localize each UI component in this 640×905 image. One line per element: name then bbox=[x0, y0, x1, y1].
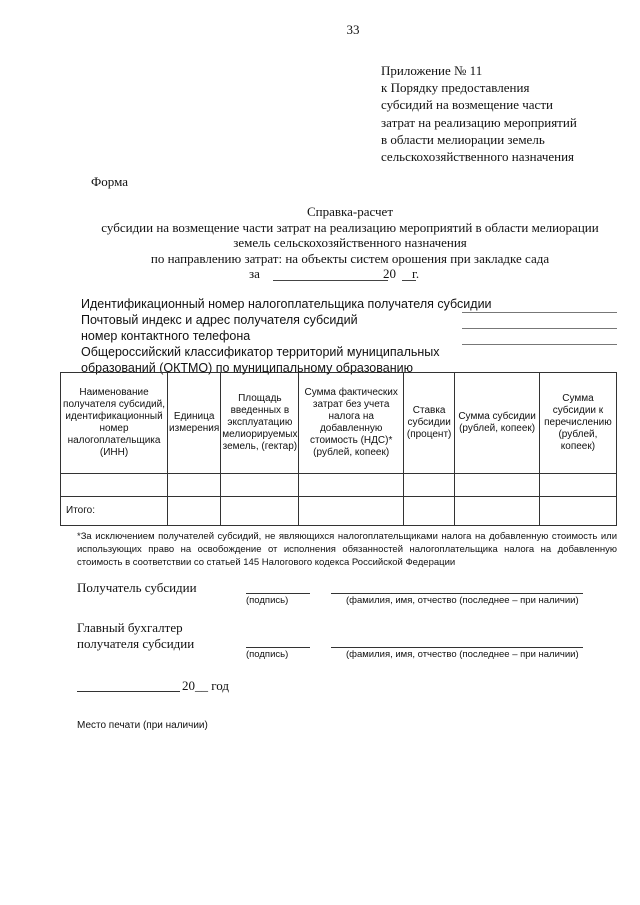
recipient-signature-field[interactable] bbox=[246, 593, 310, 594]
accountant-signature-field[interactable] bbox=[246, 647, 310, 648]
appendix-line: сельскохозяйственного назначения bbox=[381, 149, 575, 165]
table-cell[interactable] bbox=[221, 497, 299, 526]
footnote: *За исключением получателей субсидий, не являющихся налогоплательщиками налога на добавленную стоимость или использующих право на освобождение от исполнения обязанностей налогоплательщика налога на добавленную стоимость в соответствии со статьей 145 Налогового кодекса Российской Федерации bbox=[77, 531, 617, 568]
total-row bbox=[61, 497, 617, 526]
column-header: Единица измерения bbox=[168, 373, 221, 474]
inn-field[interactable] bbox=[462, 312, 617, 313]
accountant-label-line: Главный бухгалтер bbox=[77, 620, 183, 635]
period-blank[interactable] bbox=[273, 266, 388, 281]
appendix-line: Приложение № 11 bbox=[381, 63, 483, 78]
signature-hint: (подпись) bbox=[246, 649, 289, 660]
appendix-header bbox=[381, 62, 631, 165]
oktmo-label: образований (ОКТМО) по муниципальному образованию bbox=[81, 361, 413, 375]
stamp-label: Место печати (при наличии) bbox=[77, 720, 208, 731]
table-cell[interactable] bbox=[168, 474, 221, 497]
recipient-info bbox=[81, 296, 492, 376]
table-cell[interactable] bbox=[539, 497, 616, 526]
appendix-line: затрат на реализацию мероприятий bbox=[381, 114, 577, 130]
accountant-name-field[interactable] bbox=[331, 647, 583, 648]
date-field[interactable] bbox=[77, 691, 180, 692]
table-row bbox=[61, 474, 617, 497]
table-cell[interactable] bbox=[168, 497, 221, 526]
table-cell[interactable] bbox=[221, 474, 299, 497]
address-label: Почтовый индекс и адрес получателя субсидий bbox=[81, 313, 358, 327]
document-title bbox=[40, 204, 640, 282]
name-hint: (фамилия, имя, отчество (последнее – при наличии) bbox=[346, 649, 579, 660]
title-line: субсидии на возмещение части затрат на реализацию мероприятий в области мелиорации bbox=[101, 219, 599, 235]
signature-hint: (подпись) bbox=[246, 595, 289, 606]
table-cell[interactable] bbox=[61, 474, 168, 497]
table-cell[interactable] bbox=[403, 497, 454, 526]
title-line: по направлению затрат: на объекты систем орошения при закладке сада bbox=[150, 250, 550, 266]
page-number: 33 bbox=[346, 22, 360, 37]
table-cell[interactable] bbox=[455, 474, 540, 497]
table-header-row bbox=[61, 373, 617, 474]
phone-field[interactable] bbox=[462, 344, 617, 345]
table-cell[interactable] bbox=[299, 474, 403, 497]
recipient-label: Получатель субсидии bbox=[77, 580, 197, 595]
title-line: земель сельскохозяйственного назначения bbox=[233, 235, 467, 250]
date-year: 20__ год bbox=[182, 678, 229, 693]
column-header: Ставка субсидии (процент) bbox=[403, 373, 454, 474]
form-label: Форма bbox=[91, 174, 128, 189]
recipient-name-field[interactable] bbox=[331, 593, 583, 594]
period-year: 20 bbox=[383, 266, 396, 281]
column-header: Наименование получателя субсидий, идентификационный номер налогоплательщика (ИНН) bbox=[61, 373, 168, 474]
period-za: за bbox=[249, 266, 260, 281]
table-cell[interactable] bbox=[403, 474, 454, 497]
appendix-line: к Порядку предоставления bbox=[381, 80, 530, 96]
name-hint: (фамилия, имя, отчество (последнее – при наличии) bbox=[346, 595, 579, 606]
accountant-label bbox=[77, 620, 194, 652]
oktmo-label: Общероссийский классификатор территорий муниципальных bbox=[81, 345, 440, 359]
column-header: Площадь введенных в эксплуатацию мелиорируемых земель, (гектар) bbox=[221, 373, 299, 474]
column-header: Сумма субсидии к перечислению (рублей, копеек) bbox=[539, 373, 616, 474]
table-cell[interactable] bbox=[455, 497, 540, 526]
total-label: Итого: bbox=[61, 497, 168, 526]
period-row bbox=[40, 266, 640, 282]
inn-label: Идентификационный номер налогоплательщика получателя субсидии bbox=[81, 297, 492, 311]
appendix-line: в области мелиорации земель bbox=[381, 131, 545, 147]
calculation-table bbox=[60, 372, 617, 526]
column-header: Сумма фактических затрат без учета налога на добавленную стоимость (НДС)* (рублей, копеек) bbox=[299, 373, 403, 474]
phone-label: номер контактного телефона bbox=[81, 329, 251, 343]
table-cell[interactable] bbox=[299, 497, 403, 526]
column-header: Сумма субсидии (рублей, копеек) bbox=[455, 373, 540, 474]
period-year-suffix: г. bbox=[412, 266, 420, 281]
appendix-line: субсидий на возмещение части bbox=[381, 97, 553, 113]
title-line: Справка-расчет bbox=[306, 204, 394, 219]
address-field[interactable] bbox=[462, 328, 617, 329]
accountant-label-line: получателя субсидии bbox=[77, 636, 195, 651]
table-cell[interactable] bbox=[539, 474, 616, 497]
